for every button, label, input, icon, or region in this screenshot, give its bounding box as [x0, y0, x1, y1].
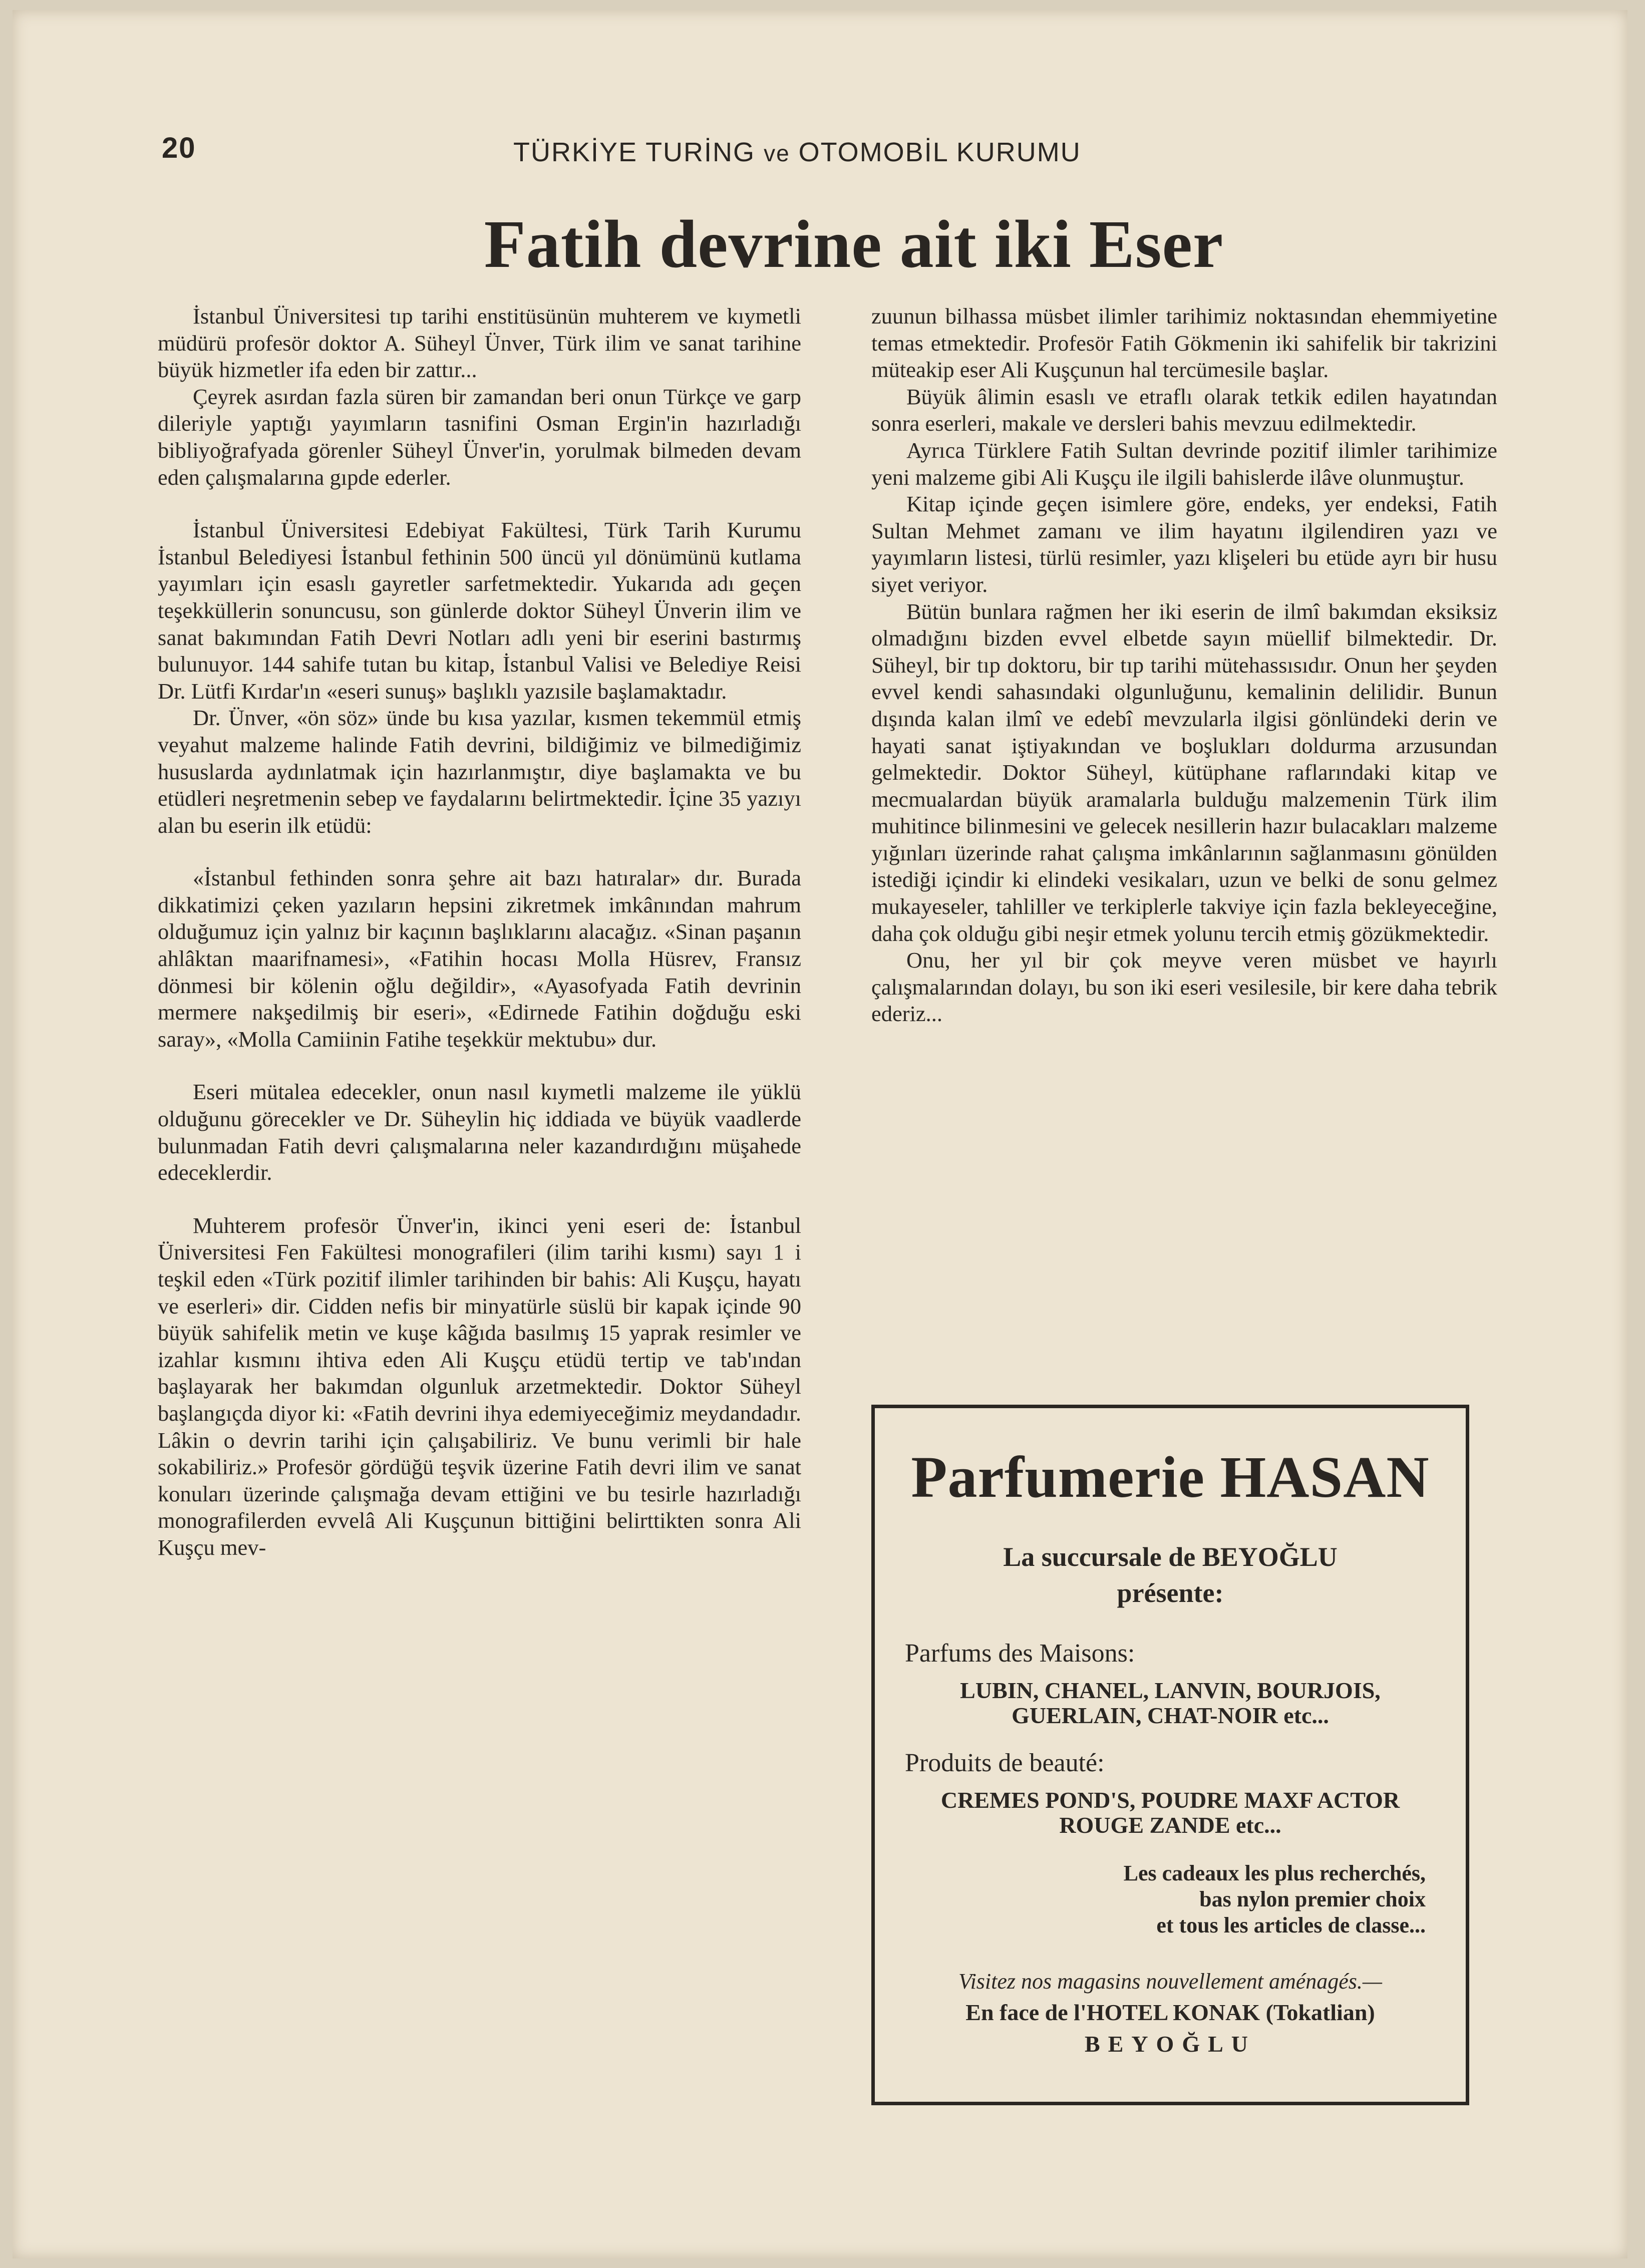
ad-subtitle-presents: présente:	[1117, 1578, 1224, 1608]
ad-perfume-brands-line: LUBIN, CHANEL, LANVIN, BOURJOIS,	[960, 1678, 1381, 1703]
article-paragraph: Büyük âlimin esaslı ve etraflı olarak tetkik edilen hayatından sonra eserleri, makale ve dersleri bahis mevzuu edilmektedir.	[871, 384, 1497, 436]
ad-city: BEYOĞLU	[1084, 2031, 1256, 2057]
ad-perfumes-label: Parfums des Maisons:	[905, 1639, 1135, 1668]
ad-address: En face de l'HOTEL KONAK (Tokatlian)	[965, 2000, 1375, 2025]
publication-name-tail: OTOMOBİL KURUMU	[798, 137, 1081, 167]
article-paragraph: Ayrıca Türklere Fatih Sultan devrinde pozitif ilimler tarihimize yeni malzeme gibi Ali Kuşçu ile ilgili bahislerde ilâve olunmuştur.	[871, 437, 1497, 490]
publication-name: TÜRKİYE TURİNG	[513, 137, 756, 167]
article-paragraph: Onu, her yıl bir çok meyve veren müsbet ve hayırlı çalışmalarından dolayı, bu son iki eseri vesilesile, bir kere daha tebrik ederiz...	[871, 947, 1497, 1027]
ad-beauty-products-line: ROUGE ZANDE etc...	[1059, 1812, 1281, 1838]
ad-title: Parfumerie HASAN	[911, 1444, 1430, 1510]
article-paragraph: Bütün bunlara rağmen her iki eserin de ilmî bakımdan eksiksiz olmadığını bizden evvel elbetde sayın müellif bilmektedir. Dr. Süheyl, bir tıp doktoru, bir tıp tarihi mütehassısıdır. Onun her şeyden evvel kendi sahasındaki olgunluğunu, kemalinin delilidir. Bunun dışında kalan ilmî ve edebî mevzularla ilgisi gönlündeki derin ve hayati sanat iştiyakından ve boşlukları doldurma arzusundan gelmektedir. Doktor Süheyl, kütüphane raflarındaki kitap ve mecmualardan büyük aramalarla bulduğu malzemenin Türk ilim muhitince bilinmesini ve gelecek nesillerin hazır bulacakları malzeme yığınları üzerinde rahat çalışma imkânlarının sağlanmasını gönülden istediği içindir ki elindeki vesikaları, uzun ve belki de sonu gelmez mukayeseler, tahliller ve terkiplerle takviye için fazla bekleyeceğine, daha çok olduğu gibi neşir etmek yolunu tercih etmiş gözükmektedir.	[871, 598, 1497, 946]
ad-gifts-line: et tous les articles de classe...	[1156, 1913, 1426, 1937]
article-column-left	[158, 303, 801, 1561]
ad-gifts-line: bas nylon premier choix	[1199, 1887, 1426, 1911]
ad-visit-line: Visitez nos magasins nouvellement aménagés.—	[958, 1969, 1383, 1994]
article-title: Fatih devrine ait iki Eser	[484, 207, 1224, 282]
ad-gifts-line: Les cadeaux les plus recherchés,	[1123, 1861, 1426, 1885]
article-column-right	[871, 303, 1497, 1028]
ad-gifts	[875, 1860, 1426, 1938]
parfumerie-advertisement	[871, 1405, 1469, 2105]
ad-perfume-brands-line: GUERLAIN, CHAT-NOIR etc...	[1012, 1703, 1329, 1728]
running-header	[513, 137, 1214, 168]
article-paragraph: Dr. Ünver, «ön söz» ünde bu kısa yazılar, kısmen tekemmül etmiş veyahut malzeme halinde Fatih devrini, bildiğimiz ve bilmediğimiz hususlarda aydınlatmak için hazırlanmıştır, diye başlamakta ve bu etüdleri neşretmenin sebep ve faydalarını belirtmektedir. İçine 35 yazıyı alan bu eserin ilk etüdü:	[158, 705, 801, 838]
publication-conjunction: ve	[764, 140, 790, 166]
ad-perfume-brands	[875, 1678, 1466, 1728]
article-paragraph: Kitap içinde geçen isimlere göre, endeks, yer endeksi, Fatih Sultan Mehmet zamanı ve ilim hayatını ilgilendiren yazı ve yayımların listesi, türlü resimler, yazı klişeleri bu etüde ayrı bir husu siyet veriyor.	[871, 491, 1497, 597]
article-paragraph: zuunun bilhassa müsbet ilimler tarihimiz noktasından ehemmiyetine temas etmektedir. Profesör Fatih Gökmenin iki sahifelik bir takrizini müteakip eser Ali Kuşçunun hal tercümesile başlar.	[871, 303, 1497, 383]
article-paragraph: İstanbul Üniversitesi Edebiyat Fakültesi, Türk Tarih Kurumu İstanbul Belediyesi İstanbul fethinin 500 üncü yıl dönümünü kutlama yayımları için esaslı gayretler sarfetmektedir. Yukarıda adı geçen teşekküllerin sonuncusu, son günlerde doktor Süheyl Ünverin ilim ve sanat bakımından Fatih Devri Notları adlı yeni bir eserini bastırmış bulunuyor. 144 sahife tutan bu kitap, İstanbul Valisi ve Belediye Reisi Dr. Lütfi Kırdar'ın «eseri sunuş» başlıklı yazısile başlamaktadır.	[158, 517, 801, 704]
ad-beauty-products	[875, 1788, 1466, 1838]
ad-beauty-label: Produits de beauté:	[905, 1749, 1105, 1777]
page-number: 20	[162, 132, 196, 164]
magazine-page	[13, 10, 1627, 2258]
article-paragraph: Çeyrek asırdan fazla süren bir zamandan beri onun Türkçe ve garp dileriyle yaptığı yayımların tasnifini Osman Ergin'in hazırladığı bibliyoğrafyada görenler Süheyl Ünver'in, yorulmak bilmeden devam eden çalışmalarına gıpde ederler.	[158, 384, 801, 490]
article-paragraph: «İstanbul fethinden sonra şehre ait bazı hatıralar» dır. Burada dikkatimizi çeken yazıların hepsini zikretmek imkânından mahrum olduğumuz için yalnız bir kaçının başlıklarını alacağız. «Sinan paşanın ahlâktan maarifnamesi», «Fatihin hocası Molla Hüsrev, Fransız dönmesi bir kölenin oğlu değildir», «Ayasofyada Fatih devrinin mermere nakşedilmiş bir eseri», «Edirnede Fatihin doğduğu eski saray», «Molla Camiinin Fatihe teşekkür mektubu» dur.	[158, 865, 801, 1052]
article-paragraph: Muhterem profesör Ünver'in, ikinci yeni eseri de: İstanbul Üniversitesi Fen Fakültesi monografileri (ilim tarihi kısmı) sayı 1 i teşkil eden «Türk pozitif ilimler tarihinden bir bahis: Ali Kuşçu, hayatı ve eserleri» dir. Cidden nefis bir minyatürle süslü bir kapak içinde 90 büyük sahifelik metin ve kuşe kâğıda basılmış 15 yaprak resimler ve izahlar kısmını ihtiva eden Ali Kuşçu etüdü tertip ve tab'ından başlayarak her bakımdan olgunluk arzetmektedir. Doktor Süheyl başlangıçda diyor ki: «Fatih devrini ihya edemiyeceğimiz meydandadır. Lâkin o devrin tarihi için çalışabiliriz. Ve bunu verimli bir hale sokabiliriz.» Profesör gördüğü teşvik üzerine Fatih devri ilim ve sanat konuları üzerinde çalışmağa devam ettiğini ve bu tesirle hazırladığı monografilerden evvelâ Ali Kuşçunun bittiğini belirttikten sonra Ali Kuşçu mev-	[158, 1212, 801, 1560]
article-paragraph: Eseri mütalea edecekler, onun nasıl kıymetli malzeme ile yüklü olduğunu görecekler ve Dr. Süheylin hiç iddiada ve büyük vaadlerde bulunmadan Fatih devri çalışmalarına neler kazandırdığını müşahede edeceklerdir.	[158, 1079, 801, 1185]
ad-subtitle: La succursale de BEYOĞLU	[1003, 1542, 1338, 1572]
ad-beauty-products-line: CREMES POND'S, POUDRE MAXF ACTOR	[940, 1787, 1400, 1813]
article-paragraph: İstanbul Üniversitesi tıp tarihi enstitüsünün muhterem ve kıymetli müdürü profesör doktor A. Süheyl Ünver, Türk ilim ve sanat tarihine büyük hizmetler ifa eden bir zattır...	[158, 303, 801, 383]
